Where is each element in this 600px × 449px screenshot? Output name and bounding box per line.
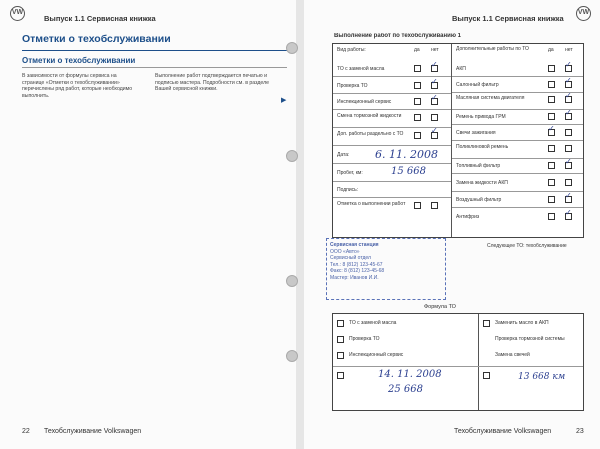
checkbox[interactable]	[337, 320, 344, 327]
row-rule	[333, 366, 583, 367]
row-rule	[333, 181, 451, 182]
checkbox[interactable]	[565, 179, 572, 186]
binder-hole	[286, 275, 298, 287]
service-table	[332, 43, 584, 238]
footer-text: Техобслуживание Volkswagen	[454, 428, 552, 435]
row-label: Доп. работы раздельно с ТО	[337, 131, 404, 137]
extra-row-label: Топливный фильтр	[456, 163, 501, 169]
stamp-title: Сервисная станция	[330, 242, 379, 248]
checkbox[interactable]	[414, 65, 421, 72]
checkbox[interactable]	[548, 162, 555, 169]
extra-row-label: Ремень привода ГРМ	[456, 114, 506, 120]
row-label: Смена тормозной жидкости	[337, 113, 402, 119]
stamp-line: Тел.: 8 (812) 123-45-67	[330, 261, 383, 268]
checkbox[interactable]	[414, 98, 421, 105]
handwritten-mileage: 25 668	[388, 384, 423, 395]
checkbox[interactable]	[548, 113, 555, 120]
intro-paragraph-2: Выполнение работ подтверждается печатью и подписью мастера. Подробности см. в разделе Вашей сервисной книжки.	[155, 73, 270, 93]
checkbox[interactable]	[337, 352, 344, 359]
extra-row-label: Поликлиновой ремень	[456, 144, 509, 150]
next-service-label: Следующее ТО: техобслуживание	[487, 243, 567, 249]
intro-paragraph: В зависимости от формулы сервиса на странице «Отметки о техобслуживании» перечислены ряд работ, которые необходимо выполнить.	[22, 73, 133, 99]
row-rule	[452, 92, 583, 93]
left-page	[0, 0, 296, 449]
col-header-yes: да	[414, 47, 420, 53]
checkbox[interactable]	[431, 114, 438, 121]
row-rule	[452, 207, 583, 208]
check-mark-icon: ✓	[565, 76, 572, 85]
subtitle-rule	[22, 67, 287, 68]
row-rule	[452, 158, 583, 159]
bottom-row-label: Инспекционный сервис	[349, 352, 404, 358]
bottom-table-title: Формула ТО	[424, 304, 456, 310]
table-divider	[478, 314, 479, 410]
row-label: Дата:	[337, 152, 350, 158]
book-gutter	[296, 0, 304, 449]
stamp-line: Факс: 8 (812) 123-45-68	[330, 268, 385, 274]
row-rule	[452, 173, 583, 174]
stamp-line: Мастер: Иванов И.И.	[330, 274, 379, 281]
check-mark-icon: ✓	[431, 126, 438, 135]
extra-row-label: Замена жидкости АКП	[456, 180, 508, 186]
page-title: Отметки о техобслуживании	[22, 33, 171, 45]
row-rule	[333, 197, 451, 198]
handwritten-date: 6. 11. 2008	[375, 148, 438, 161]
bottom-service-table	[332, 313, 584, 411]
bottom-row-label: ТО с заменой масла	[349, 320, 397, 326]
check-mark-icon: ✓	[565, 60, 572, 69]
bottom-row-label: Заменить масло в АКП	[495, 320, 549, 326]
binder-hole	[286, 150, 298, 162]
row-rule	[452, 140, 583, 141]
footer-page-number: 22	[22, 428, 30, 435]
extra-row-label: Свечи зажигания	[456, 130, 496, 136]
extra-row-label: Масляная система двигателя	[456, 95, 525, 101]
stamp-line: ООО «Авто»	[330, 248, 360, 255]
row-label: Отметка о выполнении работ	[337, 201, 406, 207]
checkbox[interactable]	[565, 129, 572, 136]
row-rule	[452, 124, 583, 125]
binder-hole	[286, 350, 298, 362]
check-mark-icon: ✓	[565, 157, 572, 166]
checkbox[interactable]	[548, 96, 555, 103]
footer-text: Техобслуживание Volkswagen	[44, 428, 142, 435]
row-rule	[452, 191, 583, 192]
vw-logo-icon: VW	[576, 6, 591, 21]
check-mark-icon: ✓	[565, 108, 572, 117]
right-header: Выпуск 1.1 Сервисная книжка	[452, 14, 564, 23]
binder-hole	[286, 42, 298, 54]
col-header-yes-2: да	[548, 47, 554, 53]
check-mark-icon: ✓	[565, 91, 572, 100]
bottom-row-label: Проверка тормозной системы	[495, 336, 565, 342]
checkbox[interactable]	[548, 145, 555, 152]
check-mark-icon: ✓	[548, 124, 555, 133]
handwritten-mileage: 15 668	[391, 166, 426, 177]
col-header-no-2: нет	[565, 47, 573, 53]
extra-row-label: Воздушный фильтр	[456, 197, 502, 203]
checkbox[interactable]	[483, 372, 490, 379]
section-subtitle: Отметки о техобслуживании	[22, 56, 136, 65]
checkbox[interactable]	[337, 372, 344, 379]
footer-page-number: 23	[576, 428, 584, 435]
checkbox[interactable]	[548, 196, 555, 203]
handwritten-date: 14. 11. 2008	[378, 369, 442, 380]
arrow-right-icon: ▶	[281, 97, 287, 104]
row-label: ТО с заменой масла	[337, 66, 385, 72]
bottom-row-label: Проверка ТО	[349, 336, 380, 342]
row-rule	[333, 145, 451, 146]
checkbox[interactable]	[548, 213, 555, 220]
checkbox[interactable]	[548, 65, 555, 72]
extra-row-label: АКП	[456, 66, 466, 72]
row-label: Подпись:	[337, 187, 359, 193]
check-mark-icon: ✓	[565, 208, 572, 217]
check-mark-icon: ✓	[565, 191, 572, 200]
checkbox[interactable]	[414, 82, 421, 89]
right-page	[304, 0, 600, 449]
col-header-work: Вид работы:	[337, 47, 366, 53]
check-mark-icon: ✓	[431, 60, 438, 69]
checkbox[interactable]	[337, 336, 344, 343]
service-stamp	[326, 238, 446, 300]
col-header-extra: Дополнительные работы по ТО	[456, 46, 529, 52]
checkbox[interactable]	[414, 114, 421, 121]
stamp-line: Сервисный отдел	[330, 255, 371, 261]
vw-logo-icon: VW	[10, 6, 25, 21]
row-rule	[333, 109, 451, 110]
row-label: Пробег, км:	[337, 170, 363, 176]
table-title: Выполнение работ по техобслуживанию 1	[334, 33, 461, 39]
col-header-no: нет	[431, 47, 439, 53]
checkbox[interactable]	[431, 202, 438, 209]
bottom-row-label: Замена свечей	[495, 352, 530, 358]
checkbox[interactable]	[414, 202, 421, 209]
left-header: Выпуск 1.1 Сервисная книжка	[44, 14, 156, 23]
extra-row-label: Антифриз	[456, 214, 480, 220]
checkbox[interactable]	[483, 320, 490, 327]
checkbox[interactable]	[565, 145, 572, 152]
row-rule	[333, 163, 451, 164]
checkbox[interactable]	[548, 81, 555, 88]
checkbox[interactable]	[548, 179, 555, 186]
checkbox[interactable]	[414, 132, 421, 139]
row-label: Инспекционный сервис	[337, 99, 392, 105]
row-rule	[452, 76, 583, 77]
handwritten-mileage: 13 668 км	[518, 372, 566, 382]
row-label: Проверка ТО	[337, 83, 368, 89]
title-rule	[22, 50, 287, 51]
check-mark-icon: ✓	[431, 93, 438, 102]
row-rule	[452, 109, 583, 110]
extra-row-label: Салонный фильтр	[456, 82, 499, 88]
check-mark-icon: ✓	[431, 77, 438, 86]
